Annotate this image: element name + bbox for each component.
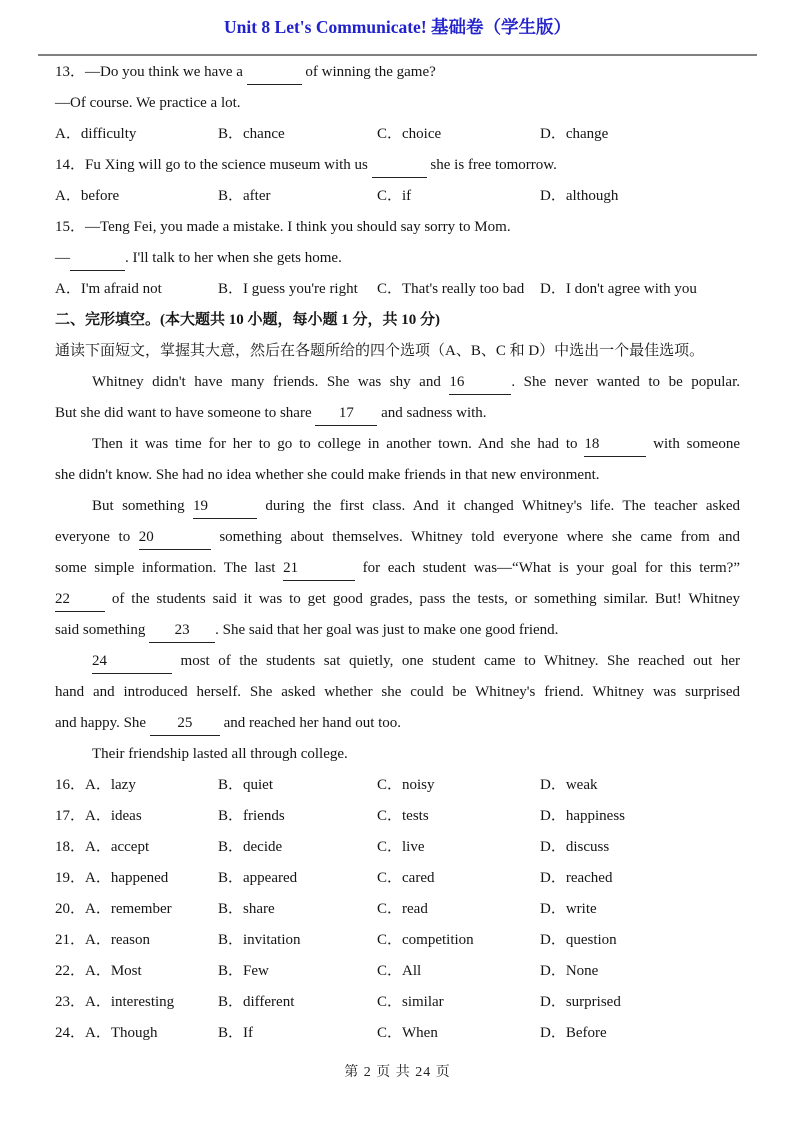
option-d: D．although — [540, 188, 619, 204]
text-segment: some simple information. The last — [55, 560, 284, 576]
q22-options — [55, 956, 740, 987]
text-segment: Then it was time for her to go to college in another town. And she had to — [92, 436, 585, 452]
text-segment: — — [55, 250, 70, 266]
blank-21: 21 — [283, 559, 355, 581]
option-c: C．read — [377, 901, 428, 917]
q17-options — [55, 801, 740, 832]
blank-24: 24 — [92, 652, 172, 674]
q18-options — [55, 832, 740, 863]
q13-options — [55, 119, 740, 150]
option-b: B．share — [218, 901, 275, 917]
option-b: B．quiet — [218, 777, 273, 793]
option-c: C．if — [377, 188, 412, 204]
option-b: B．friends — [218, 808, 285, 824]
option-b: B．different — [218, 994, 295, 1010]
passage-line-7 — [55, 553, 740, 584]
blank-16: 16 — [449, 373, 511, 395]
text-segment: . I'll talk to her when she gets home. — [125, 250, 342, 266]
option-d: D．change — [540, 126, 609, 142]
passage-line-10 — [55, 646, 740, 677]
option-d: D．I don't agree with you — [540, 281, 697, 297]
blank-18: 18 — [584, 435, 646, 457]
option-b: B．Few — [218, 963, 269, 979]
option-d: D．None — [540, 963, 599, 979]
text-segment: . She said that her goal was just to make one good friend. — [215, 622, 559, 638]
section-2-heading — [55, 305, 740, 336]
text-segment: said something — [55, 622, 150, 638]
question-number: 21． — [55, 932, 86, 948]
option-a: A．lazy — [85, 777, 136, 793]
text-segment: hand and introduced herself. She asked whether she could be Whitney's friend. Whitney was surprised — [55, 684, 740, 700]
passage-line-2 — [55, 398, 740, 429]
text-segment: But she did want to have someone to share — [55, 405, 316, 421]
text-segment: she didn't know. She had no idea whether she could make friends in that new environment. — [55, 467, 600, 483]
blank-23: 23 — [149, 621, 215, 643]
question-number: 22． — [55, 963, 86, 979]
q16-options — [55, 770, 740, 801]
text-segment: of winning the game? — [301, 64, 436, 80]
option-a: A．accept — [85, 839, 150, 855]
text-segment: she is free tomorrow. — [426, 157, 557, 173]
option-b: B．after — [218, 188, 271, 204]
option-c: C．All — [377, 963, 422, 979]
text-segment: for each student was—“What is your goal for this term?” — [355, 560, 741, 576]
option-a: A．before — [55, 188, 120, 204]
text-segment: 二、完形填空。(本大题共 10 小题，每小题 1 分，共 10 分) — [55, 312, 440, 328]
option-c: C．similar — [377, 994, 444, 1010]
q20-options — [55, 894, 740, 925]
option-d: D．happiness — [540, 808, 625, 824]
answer-blank — [70, 249, 125, 271]
option-b: B．chance — [218, 126, 285, 142]
text-segment: 13．—Do you think we have a — [55, 64, 247, 80]
text-segment: —Of course. We practice a lot. — [55, 95, 241, 111]
option-c: C．live — [377, 839, 425, 855]
option-c: C．tests — [377, 808, 429, 824]
option-d: D．surprised — [540, 994, 621, 1010]
title-divider — [38, 54, 757, 56]
option-d: D．reached — [540, 870, 613, 886]
option-d: D．weak — [540, 777, 598, 793]
q15-stem — [55, 212, 740, 243]
question-number: 23． — [55, 994, 86, 1010]
option-c: C．That's really too bad — [377, 281, 525, 297]
passage-line-6 — [55, 522, 740, 553]
document-body — [55, 57, 740, 1049]
option-c: C．noisy — [377, 777, 435, 793]
q19-options — [55, 863, 740, 894]
q15-options — [55, 274, 740, 305]
passage-line-8 — [55, 584, 740, 615]
option-a: A．Though — [85, 1025, 158, 1041]
passage-line-9 — [55, 615, 740, 646]
blank-17: 17 — [315, 404, 377, 426]
passage-line-5 — [55, 491, 740, 522]
option-c: C．cared — [377, 870, 435, 886]
option-a: A．happened — [85, 870, 169, 886]
blank-22: 22 — [55, 590, 105, 612]
option-a: A．difficulty — [55, 126, 137, 142]
text-segment: most of the students sat quietly, one student came to Whitney. She reached out her — [172, 653, 740, 669]
answer-blank — [372, 156, 427, 178]
text-segment: 14．Fu Xing will go to the science museum with us — [55, 157, 372, 173]
option-d: D．Before — [540, 1025, 607, 1041]
passage-line-4 — [55, 460, 740, 491]
option-a: A．ideas — [85, 808, 142, 824]
text-segment: and sadness with. — [377, 405, 487, 421]
option-b: B．invitation — [218, 932, 301, 948]
section-2-instructions — [55, 336, 740, 367]
question-number: 16． — [55, 777, 86, 793]
q21-options — [55, 925, 740, 956]
option-a: A．remember — [85, 901, 172, 917]
q14-stem — [55, 150, 740, 181]
text-segment: Their friendship lasted all through college. — [92, 746, 348, 762]
page-title: Unit 8 Let's Communicate! 基础卷（学生版） — [223, 17, 572, 37]
text-segment: and happy. She — [55, 715, 150, 731]
passage-line-13 — [55, 739, 740, 770]
question-number: 18． — [55, 839, 86, 855]
option-a: A．interesting — [85, 994, 175, 1010]
text-segment: something about themselves. Whitney told everyone where she came from and — [210, 529, 741, 545]
passage-line-11 — [55, 677, 740, 708]
option-a: A．I'm afraid not — [55, 281, 162, 297]
option-c: C．choice — [377, 126, 442, 142]
option-c: C．competition — [377, 932, 474, 948]
text-segment: But something — [92, 498, 193, 514]
option-b: B．appeared — [218, 870, 298, 886]
text-segment: Whitney didn't have many friends. She was shy and — [92, 374, 450, 390]
text-segment: 通读下面短文，掌握其大意，然后在各题所给的四个选项（A、B、C 和 D）中选出一个最佳选项。 — [55, 343, 705, 359]
option-d: D．question — [540, 932, 617, 948]
blank-25: 25 — [150, 714, 220, 736]
option-b: B．decide — [218, 839, 283, 855]
q23-options — [55, 987, 740, 1018]
text-segment: and reached her hand out too. — [219, 715, 402, 731]
answer-blank — [247, 63, 302, 85]
option-a: A．reason — [85, 932, 150, 948]
passage-line-3 — [55, 429, 740, 460]
text-segment: everyone to — [55, 529, 139, 545]
question-number: 24． — [55, 1025, 86, 1041]
question-number: 17． — [55, 808, 86, 824]
blank-20: 20 — [139, 528, 211, 550]
text-segment: 15．—Teng Fei, you made a mistake. I think you should say sorry to Mom. — [55, 219, 511, 235]
passage-line-1 — [55, 367, 740, 398]
option-a: A．Most — [85, 963, 142, 979]
option-d: D．write — [540, 901, 597, 917]
blank-19: 19 — [193, 497, 257, 519]
passage-line-12 — [55, 708, 740, 739]
q14-options — [55, 181, 740, 212]
text-segment: with someone — [646, 436, 740, 452]
option-b: B．I guess you're right — [218, 281, 358, 297]
q15-reply — [55, 243, 740, 274]
question-number: 20． — [55, 901, 86, 917]
text-segment: of the students said it was to get good grades, pass the tests, or something similar. But! Whitney — [105, 591, 740, 607]
question-number: 19． — [55, 870, 86, 886]
text-segment: during the first class. And it changed Whitney's life. The teacher asked — [257, 498, 740, 514]
option-b: B．If — [218, 1025, 253, 1041]
text-segment: . She never wanted to be popular. — [511, 374, 740, 390]
q13-reply — [55, 88, 740, 119]
page-number-footer: 第 2 页 共 24 页 — [344, 1065, 451, 1080]
q13-stem — [55, 57, 740, 88]
q24-options — [55, 1018, 740, 1049]
option-c: C．When — [377, 1025, 438, 1041]
option-d: D．discuss — [540, 839, 610, 855]
